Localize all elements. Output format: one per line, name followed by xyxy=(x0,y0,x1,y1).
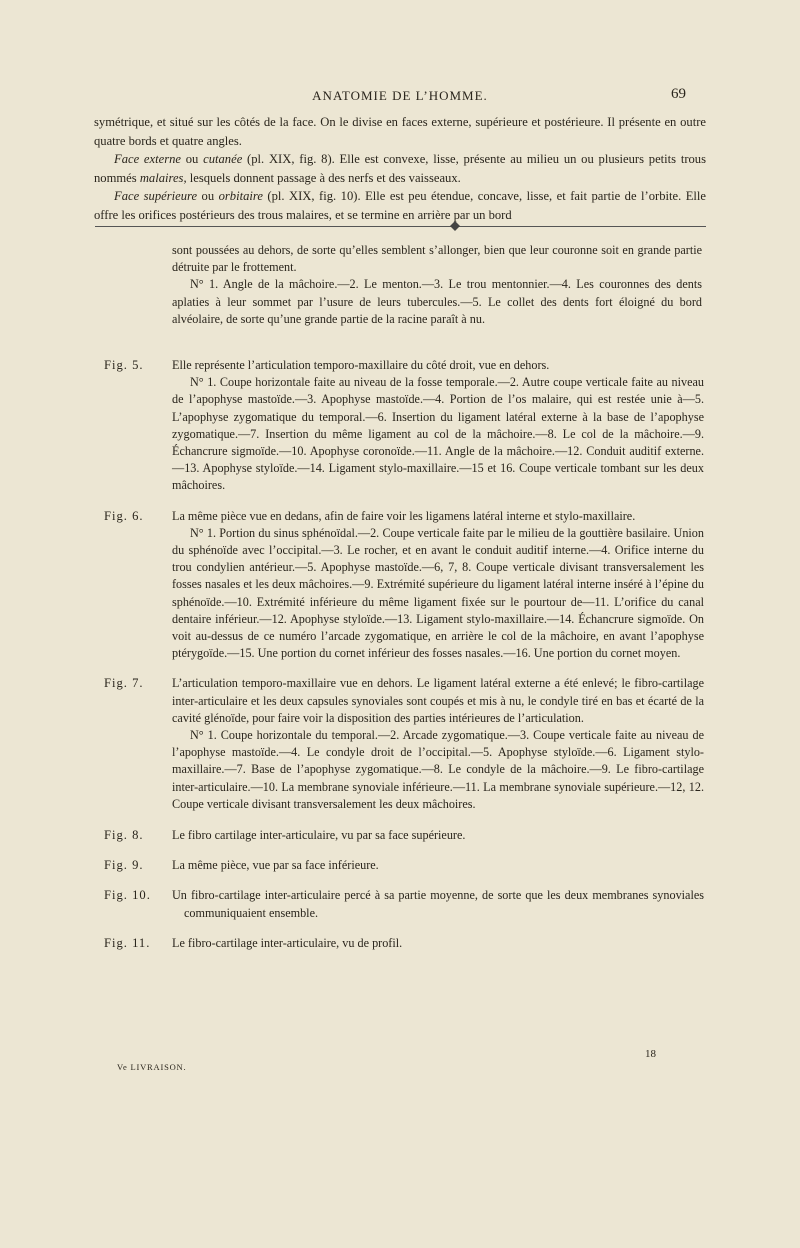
intro-paragraph-1: symétrique, et situé sur les côtés de la face. On le divise en faces externe, supérieure et postérieure. Il présente en outre quatre bords et quatre angles. xyxy=(94,115,706,148)
figure-legends xyxy=(104,357,704,952)
figure-body xyxy=(172,827,704,844)
figure-caption: L’articulation temporo-maxillaire vue en dehors. Le ligament latéral externe a été enlevé; le fibro-cartilage inter-articulaire et les deux capsules synoviales sont coupés et mis à nu, le condyle tiré en bas et écarté de la cavité glénoïde, pour faire voir la disposition des parties intérieures de l’articulation. xyxy=(172,676,704,725)
plate-reference: (pl. XIX, fig. 10). xyxy=(262,189,361,203)
figure-label: Fig. 7. xyxy=(104,676,144,691)
figure-legend-9 xyxy=(104,857,704,874)
figure-label: Fig. 5. xyxy=(104,358,144,372)
continuation-paragraph-2: N° 1. Angle de la mâchoire.—2. Le menton.—3. Le trou mentonnier.—4. Les couronnes des dents aplaties à leur sommet par l’usure de leurs tubercules.—5. Le collet des dents fort éloigné du bord alvéolaire, de sorte qu’une grande partie de la racine paraît à nu. xyxy=(172,277,702,326)
figure-caption: Un fibro-cartilage inter-articulaire percé à sa partie moyenne, de sorte que les deux membranes synoviales communiquaient ensemble. xyxy=(172,888,704,920)
continuation-text xyxy=(172,242,702,328)
section-divider xyxy=(95,226,706,227)
figure-caption: Le fibro-cartilage inter-articulaire, vu de profil. xyxy=(172,935,403,950)
figure-key: N° 1. Coupe horizontale faite au niveau de la fosse temporale.—2. Autre coupe verticale faite au niveau de l’apophyse mastoïde.—3. Apophyse mastoïde.—4. Portion de l’os malaire, qui est restée unie à—5. L’apophyse zygomatique du temporal.—6. Insertion du ligament latéral externe à la base de l’apophyse zygomatique.—7. Insertion du même ligament au col de la mâchoire.—8. Le col de la mâchoire.—9. Échancrure sigmoïde.—10. Apophyse coronoïde.—11. Angle de la mâchoire.—12. Conduit auditif externe.—13. Apophyse styloïde.—14. Ligament stylo-maxillaire.—15 et 16. Coupe verticale tombant sur les deux mâchoires. xyxy=(172,375,704,493)
figure-legend-11 xyxy=(104,935,704,952)
paragraph-text: Elle est convexe, lisse, présente au milieu un ou plusieurs petits trous nommés xyxy=(94,152,707,185)
figure-key: N° 1. Coupe horizontale du temporal.—2. Arcade zygomatique.—3. Coupe verticale faite au niveau de l’apophyse mastoïde.—4. Le condyle droit de l’occipital.—5. Apophyse styloïde.—6. Ligament stylo-maxillaire.—7. Base de l’apophyse zygomatique.—8. Le condyle de la mâchoire.—9. Le fibro-cartilage inter-articulaire.—10. La membrane synoviale inférieure.—11. La membrane synoviale supérieure.—12, 12. Coupe verticale divisant transversalement les deux mâchoires. xyxy=(172,728,704,811)
figure-body xyxy=(172,357,704,495)
plate-reference: (pl. XIX, fig. 8). xyxy=(242,152,335,166)
figure-caption: Le fibro cartilage inter-articulaire, vu par sa face supérieure. xyxy=(172,828,466,843)
figure-label: Fig. 8. xyxy=(104,828,144,843)
figure-body xyxy=(172,935,704,952)
printer-signature: Ve LIVRAISON. xyxy=(117,1062,187,1072)
figure-body xyxy=(172,857,704,874)
figure-body xyxy=(172,887,704,921)
figure-label: Fig. 11. xyxy=(104,935,151,950)
paragraph-text: Elle est peu étendue, concave, lisse, et fait partie de l’orbite. Elle offre les orifices postérieurs des trous malaires, et se termine en arrière par un bord xyxy=(94,189,706,222)
term-face-externe: Face externe xyxy=(114,152,181,166)
figure-caption: La même pièce, vue par sa face inférieure. xyxy=(172,858,379,873)
figure-caption: La même pièce vue en dedans, afin de faire voir les ligamens latéral interne et stylo-maxillaire. xyxy=(172,508,636,523)
figure-legend-8 xyxy=(104,827,704,844)
term-cutanee: cutanée xyxy=(203,152,243,166)
figure-label: Fig. 6. xyxy=(104,508,144,523)
running-head: ANATOMIE DE L’HOMME. xyxy=(312,88,488,103)
term-face-superieure: Face supérieure xyxy=(114,189,198,203)
figure-caption: Elle représente l’articulation temporo-maxillaire du côté droit, vue en dehors. xyxy=(172,358,550,372)
figure-label: Fig. 9. xyxy=(104,858,144,873)
conjunction: ou xyxy=(197,189,219,203)
figure-legend-10 xyxy=(104,887,704,921)
continuation-paragraph-1: sont poussées au dehors, de sorte qu’elles semblent s’allonger, bien que leur couronne soit en grande partie détruite par le frottement. xyxy=(172,243,702,275)
conjunction: ou xyxy=(181,152,204,166)
paragraph-text: lesquels donnent passage à des nerfs et des vaisseaux. xyxy=(186,170,461,185)
figure-legend-7 xyxy=(104,675,704,813)
intro-paragraph-3 xyxy=(94,187,706,224)
figure-legend-5 xyxy=(104,357,704,495)
term-orbitaire: orbitaire xyxy=(218,189,263,203)
intro-text xyxy=(94,113,706,224)
sheet-number: 18 xyxy=(645,1048,656,1060)
term-malaires: malaires, xyxy=(139,170,187,185)
intro-paragraph-2 xyxy=(94,150,706,187)
figure-key: N° 1. Portion du sinus sphénoïdal.—2. Coupe verticale faite par le milieu de la gouttière basilaire. Union du sphénoïde avec l’occipital.—3. Le rocher, et en avant le conduit auditif interne.—4. Orifice interne du trou condylien antérieur.—5. Apophyse mastoïde.—6, 7, 8. Coupe verticale divisant transversalement les fosses nasales et les deux mâchoires.—9. Extrémité supérieure du ligament latéral interne inséré à l’épine du sphénoïde.—10. Extrémité inférieure du même ligament fixée sur le pourtour de—11. L’orifice du canal dentaire inférieur.—12. Apophyse styloïde.—13. Ligament stylo-maxillaire.—14. Échancrure sigmoïde. On voit au-dessus de ce numéro l’arcade zygomatique, en arrière le col de la mâchoire, en avant l’apophyse ptérygoïde.—15. Une portion du cornet inférieur des fosses nasales.—16. Une portion du cornet moyen. xyxy=(172,525,704,661)
divider-ornament-icon xyxy=(450,221,460,231)
figure-body xyxy=(172,508,704,663)
page-number: 69 xyxy=(671,86,686,102)
page-header xyxy=(0,86,800,108)
figure-legend-6 xyxy=(104,508,704,663)
figure-body xyxy=(172,675,704,813)
figure-label: Fig. 10. xyxy=(104,888,151,903)
